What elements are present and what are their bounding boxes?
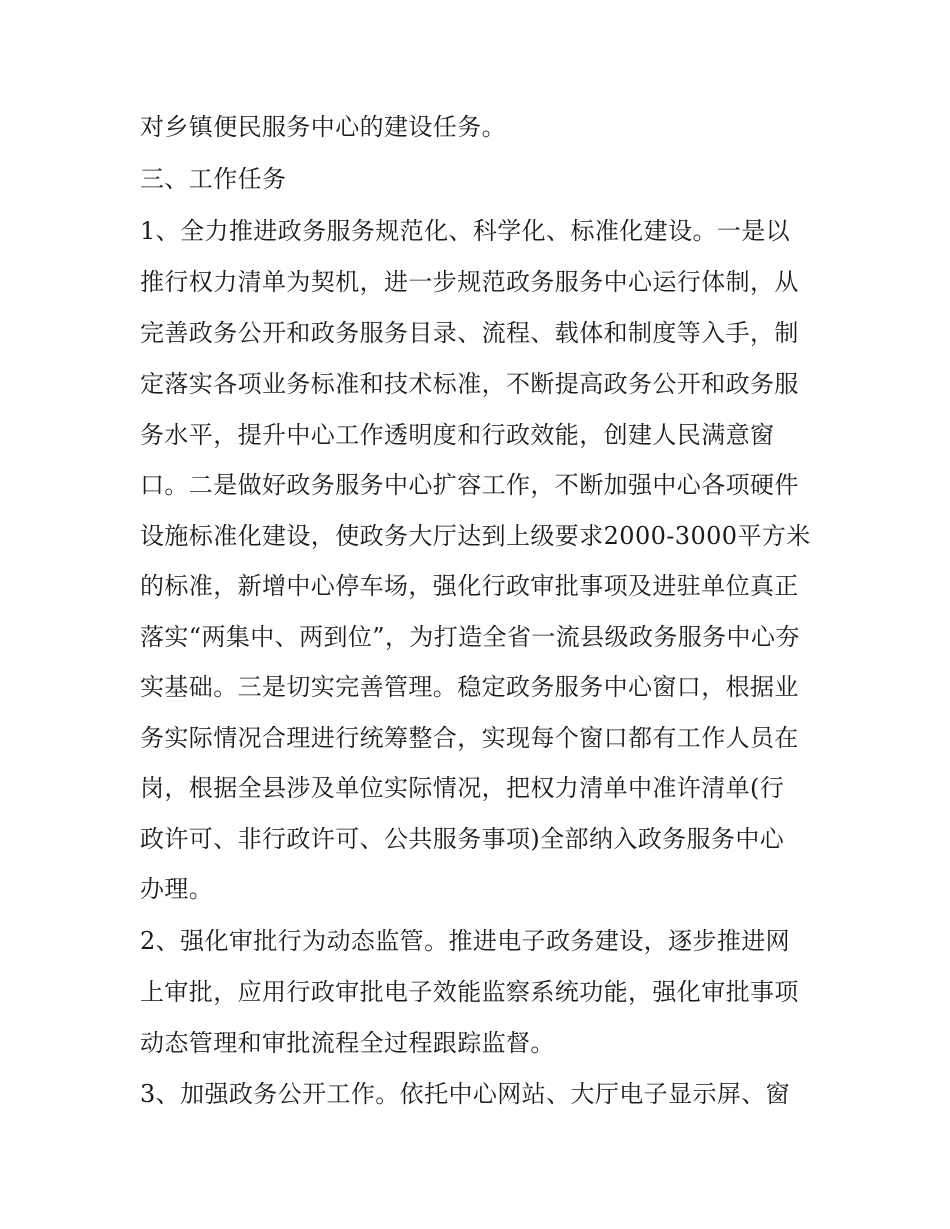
text-line-1: 对乡镇便民服务中心的建设任务。 [140, 113, 506, 141]
text-line-6: 定落实各项业务标准和技术标准，不断提高政务公开和政务服 [140, 370, 799, 398]
text-line-20: 3、加强政务公开工作。依托中心网站、大厅电子显示屏、窗 [140, 1080, 791, 1108]
text-line-15: 政许可、非行政许可、公共服务事项)全部纳入政务服务中心 [140, 825, 785, 853]
text-line-3: 1、全力推进政务服务规范化、科学化、标准化建设。一是以 [140, 217, 791, 245]
text-line-7: 务水平，提升中心工作透明度和行政效能，创建人民满意窗 [140, 421, 775, 449]
text-line-8: 口。二是做好政务服务中心扩容工作，不断加强中心各项硬件 [140, 471, 799, 499]
text-line-16: 办理。 [140, 875, 214, 903]
text-line-12: 实基础。三是切实完善管理。稳定政务服务中心窗口，根据业 [140, 673, 799, 701]
section-heading-work-tasks: 三、工作任务 [140, 165, 287, 193]
text-line-19: 动态管理和审批流程全过程跟踪监督。 [140, 1029, 555, 1057]
text-line-18: 上审批，应用行政审批电子效能监察系统功能，强化审批事项 [140, 978, 799, 1006]
text-line-9: 设施标准化建设，使政务大厅达到上级要求2000-3000平方米 [140, 522, 811, 550]
text-line-4: 推行权力清单为契机，进一步规范政务服务中心运行体制，从 [140, 268, 799, 296]
text-line-17: 2、强化审批行为动态监管。推进电子政务建设，逐步推进网 [140, 927, 791, 955]
text-line-10: 的标准，新增中心停车场，强化行政审批事项及进驻单位真正 [140, 572, 799, 600]
text-line-14: 岗，根据全县涉及单位实际情况，把权力清单中准许清单(行 [140, 774, 785, 802]
text-line-11: 落实“两集中、两到位”，为打造全省一流县级政务服务中心夯 [140, 623, 800, 651]
text-line-13: 务实际情况合理进行统筹整合，实现每个窗口都有工作人员在 [140, 724, 799, 752]
text-line-5: 完善政务公开和政务服务目录、流程、载体和制度等入手，制 [140, 319, 799, 347]
